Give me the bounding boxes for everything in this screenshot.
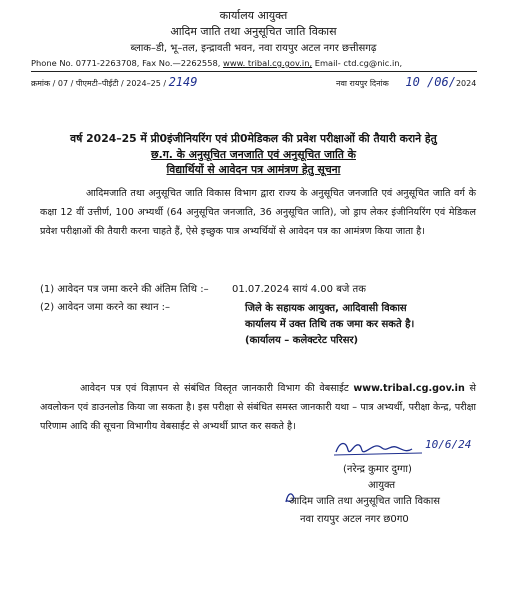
deadline-label: (1) आवेदन पत्र जमा करने की अंतिम तिथि :–	[40, 284, 209, 295]
signatory-designation: आयुक्त	[368, 480, 396, 491]
subject-line-1: वर्ष 2024–25 में प्री0इंजीनियरिंग एवं प्री0मेडिकल की प्रवेश परीक्षाओं की तैयारी कराने हेतु	[70, 132, 437, 145]
body-paragraph-1: आदिमजाति तथा अनुसूचित जाति विकास विभाग द्वारा राज्य के अनुसूचित जनजाति एवं अनुसूचित जाति वर्ग के कक्षा 12 वीं उत्तीर्ण, 100 अभ्यर्थी (64 अनुसूचित जनजाति, 36 अनुसूचित जाति), जो ड्राप लेकर इंजीनियरिंग एवं मेडिकल प्रवेश परीक्षाओं की तैयारी करना चाहते हैं, ऐसे इच्छुक पात्र अभ्यर्थियों से आवेदन पत्र का आमंत्रण किया जाता है।	[40, 188, 476, 237]
submission-place-line-2: कार्यालय में उक्त तिथि तक जमा कर सकते है।	[245, 319, 415, 330]
deadline-value: 01.07.2024 सायं 4.00 बजे तक	[232, 284, 366, 295]
fax-number: Fax No.—2262558,	[142, 58, 221, 68]
reference-handwritten-number: 2149	[168, 75, 198, 89]
submission-place-line-1: जिले के सहायक आयुक्त, आदिवासी विकास	[245, 303, 407, 314]
paragraph-2-rest: से अवलोकन एवं डाउनलोड किया जा सकता है। इस परीक्षा से संबंधित समस्त जानकारी यथा – पात्र अभ्यर्थी, परीक्षा केन्द्र, परीक्षा परिणाम आदि की सूचना विभागीय वेबसाईट से अभ्यर्थी प्राप्त कर सकते है।	[40, 383, 476, 432]
subject-line-3: विद्यार्थियों से आवेदन पत्र आमंत्रण हेतु सूचना	[166, 163, 341, 176]
signatory-name: (नरेन्द्र कुमार दुग्गा)	[343, 464, 412, 475]
office-address: ब्लाक–डी, भू–तल, इन्द्रावती भवन, नवा रायपुर अटल नगर छत्तीसगढ़	[130, 43, 377, 54]
subject-line-2: छ.ग. के अनुसूचित जनजाति एवं अनुसूचित जाति के	[151, 148, 356, 161]
signature-date: 10/6/24	[425, 438, 472, 451]
website-link[interactable]: www. tribal.cg.gov.in,	[223, 58, 313, 68]
submission-place-line-3: (कार्यालय – कलेक्टरेट परिसर)	[245, 335, 359, 346]
paragraph-2-website[interactable]: www.tribal.cg.gov.in	[353, 383, 465, 394]
paragraph-2-intro: आवेदन पत्र एवं विज्ञापन से संबंधित विस्तृत जानकारी विभाग की वेबसाईट	[80, 383, 349, 394]
body-paragraph-2	[40, 379, 476, 436]
signatory-department: आदिम जाति तथा अनुसूचित जाति विकास	[289, 496, 441, 507]
office-heading: कार्यालय आयुक्त	[219, 9, 288, 22]
signatory-location: नवा रायपुर अटल नगर छ0ग0	[300, 514, 409, 525]
contact-line	[31, 58, 402, 68]
reference-number	[31, 75, 197, 89]
reference-date	[336, 75, 476, 89]
reference-prefix: क्रमांक / 07 / पीएमटी–पीईटी / 2024–25 /	[31, 79, 167, 88]
submission-place-label: (2) आवेदन जमा करने का स्थान :–	[40, 302, 171, 313]
date-handwritten: 10 /06/	[405, 75, 456, 89]
email-address[interactable]: Email- ctd.cg@nic.in,	[314, 58, 403, 68]
date-year: 2024	[455, 79, 477, 88]
department-heading: आदिम जाति तथा अनुसूचित जाति विकास	[170, 25, 337, 38]
header-divider	[31, 71, 477, 72]
phone-number: Phone No. 0771-2263708,	[31, 58, 140, 68]
date-label: नवा रायपुर दिनांक	[336, 79, 389, 88]
